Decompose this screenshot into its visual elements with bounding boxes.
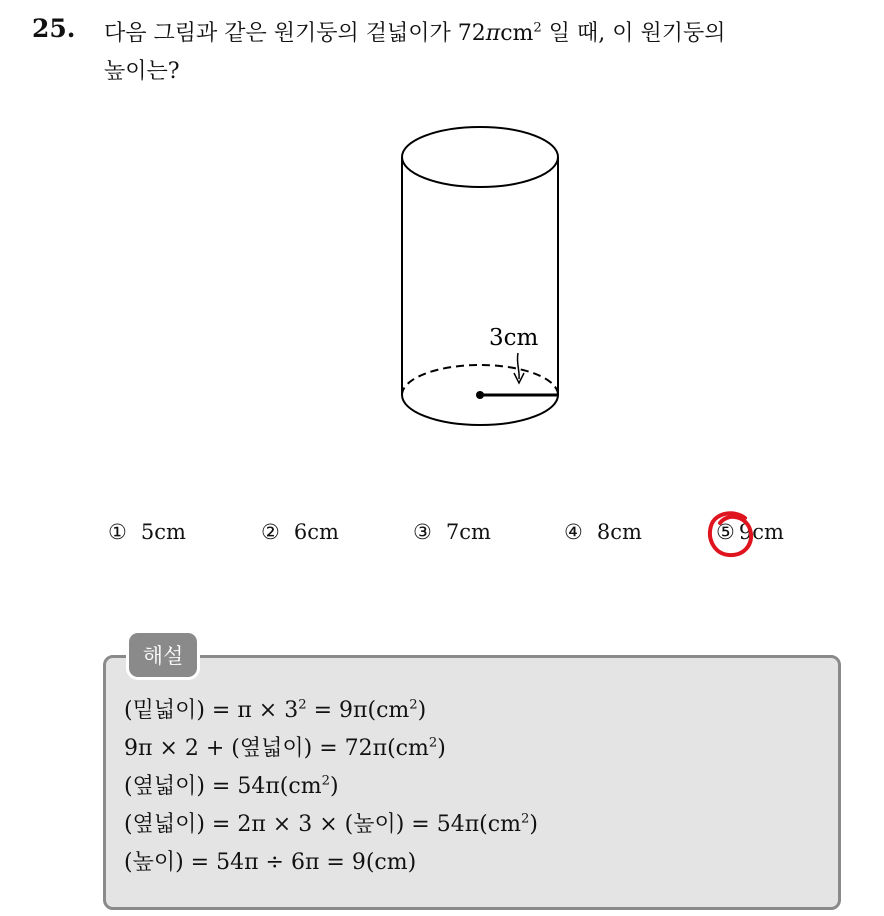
solution-line-2: [124, 730, 538, 768]
cylinder-top-ellipse: [402, 127, 558, 187]
solution-line-3-mid: ): [329, 774, 339, 799]
solution-lines: [124, 692, 538, 882]
choice-5[interactable]: [716, 520, 784, 544]
choice-2-text: 6cm: [293, 520, 339, 544]
solution-line-4-pre: (옆넓이) = 2π × 3 × (높이) = 54π(cm: [124, 812, 521, 837]
choice-1[interactable]: [108, 520, 186, 544]
question-line-1-pre: 다음 그림과 같은 원기둥의 겉넓이가 72: [104, 21, 486, 46]
question-line-2: 높이는?: [104, 59, 180, 84]
choice-4[interactable]: [564, 520, 642, 544]
cylinder-figure: [390, 115, 570, 435]
choice-3[interactable]: [413, 520, 491, 544]
choice-5-text: 9cm: [738, 520, 784, 544]
solution-line-1: [124, 692, 538, 730]
solution-line-3: [124, 768, 538, 806]
pi-symbol: π: [485, 21, 501, 46]
solution-line-5: [124, 844, 538, 882]
solution-line-1-pre: (밑넓이) = π × 3: [124, 698, 299, 723]
solution-line-3-pre: (옆넓이) = 54π(cm: [124, 774, 322, 799]
question-text: [104, 15, 874, 91]
question-line-1-post: 일 때, 이 원기둥의: [541, 21, 726, 46]
solution-line-2-sup: 2: [428, 735, 438, 751]
solution-line-1-sup2: 2: [409, 697, 418, 713]
solution-line-2-mid: ): [437, 736, 446, 761]
choice-4-text: 8cm: [596, 520, 642, 544]
choice-4-marker: ④: [564, 520, 583, 544]
solution-line-4-sup: 2: [520, 811, 530, 827]
solution-tab: 해설: [129, 633, 197, 677]
cylinder-bottom-front: [402, 395, 558, 425]
cylinder-bottom-back-dashed: [402, 365, 558, 395]
solution-line-4-mid: ): [529, 812, 538, 837]
solution-line-5-pre: (높이) = 54π ÷ 6π = 9(cm): [124, 850, 417, 875]
solution-line-2-pre: 9π × 2 + (옆넓이) = 72π(cm: [124, 736, 429, 761]
choice-2-marker: ②: [261, 520, 280, 544]
solution-line-1-post: ): [417, 698, 427, 723]
answer-choices: [0, 520, 884, 556]
solution-line-1-sup: 2: [298, 697, 307, 713]
choice-2[interactable]: [261, 520, 339, 544]
unit-cm: cm: [500, 21, 534, 46]
choice-1-marker: ①: [108, 520, 127, 544]
radius-label: 3cm: [489, 325, 539, 351]
choice-1-text: 5cm: [140, 520, 186, 544]
solution-line-3-sup: 2: [321, 773, 330, 789]
choice-3-text: 7cm: [445, 520, 491, 544]
question-number: 25.: [32, 14, 76, 43]
choice-3-marker: ③: [413, 520, 432, 544]
question-line-1: [104, 15, 874, 53]
center-dot: [476, 391, 484, 399]
solution-line-1-mid: = 9π(cm: [306, 698, 410, 723]
unit-superscript: 2: [533, 20, 542, 36]
choice-5-marker: ⑤: [716, 520, 735, 544]
solution-line-4: [124, 806, 538, 844]
radius-arrow: [517, 353, 519, 379]
